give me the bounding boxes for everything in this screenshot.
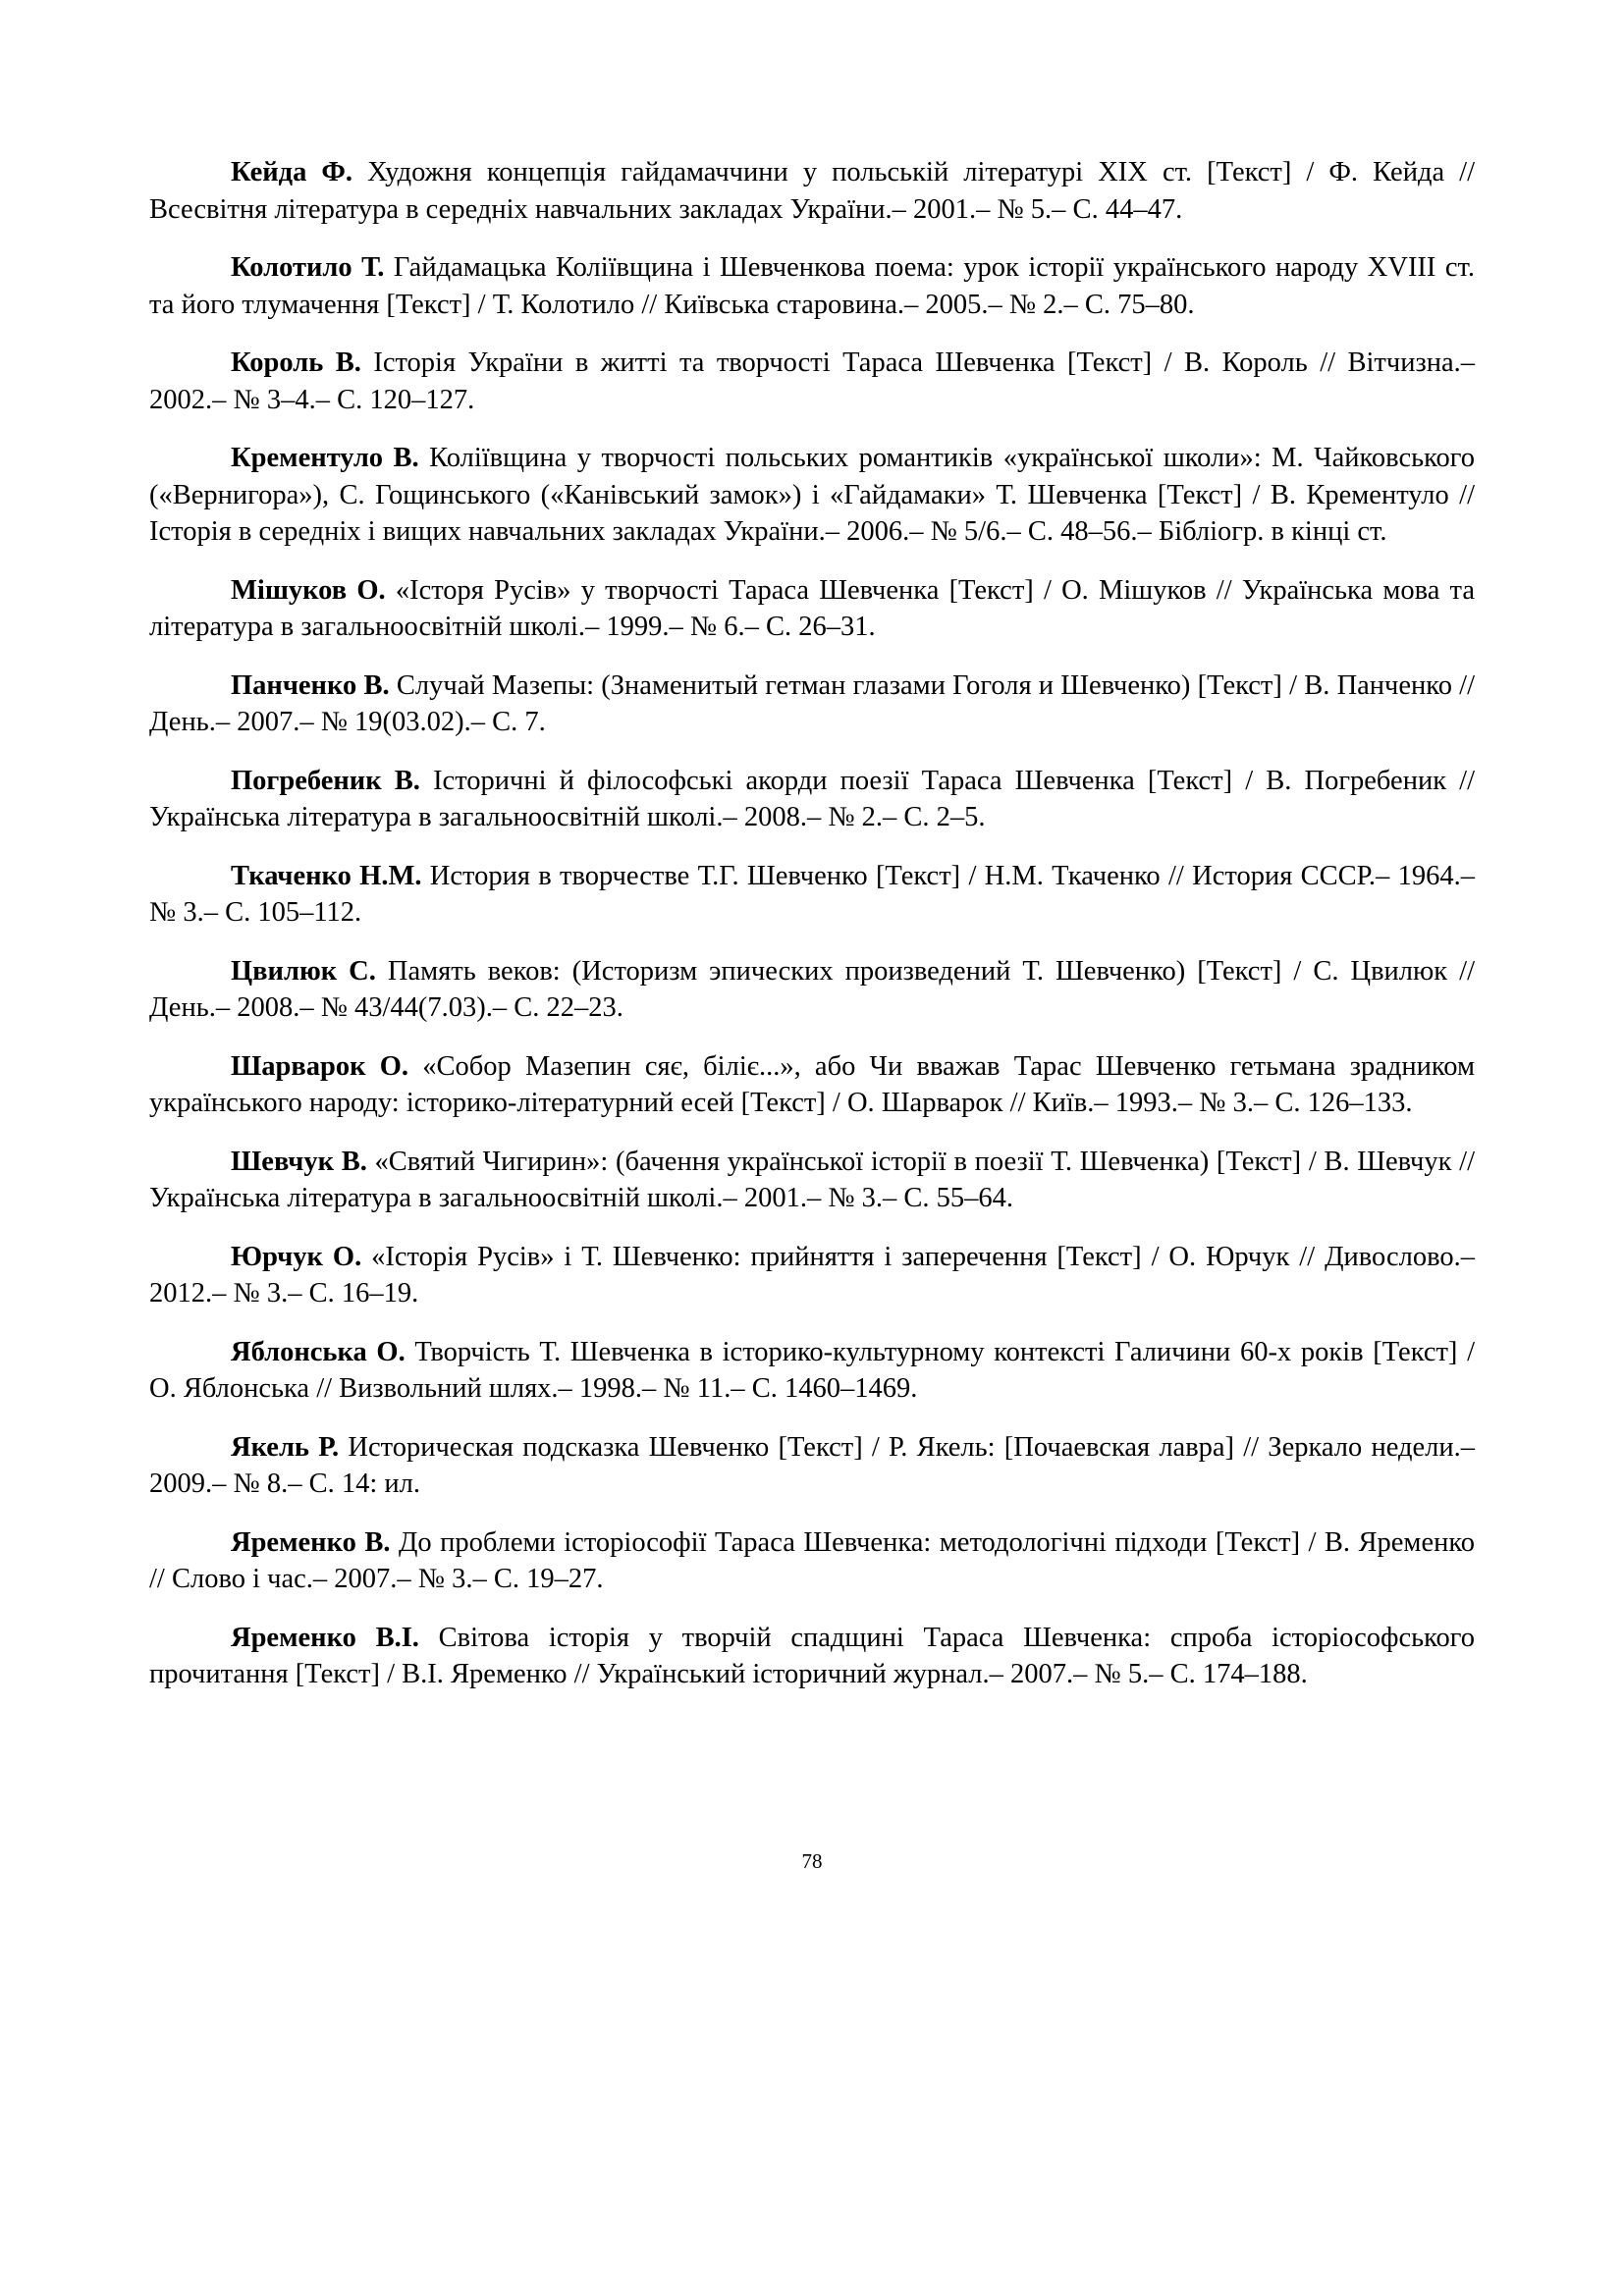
entry-text: «Святий Чигирин»: (бачення української історії в поезії Т. Шевченка) [Текст] / В. Шевчук // Українська література в загальноосвітній школі.– 2001.– № 3.– С. 55–64.	[149, 1146, 1475, 1213]
entry-author: Кейда Ф.	[231, 157, 353, 187]
bibliography-entry	[149, 440, 1475, 551]
entry-text: Історія України в житті та творчості Тараса Шевченка [Текст] / В. Король // Вітчизна.– 2002.– № 3–4.– С. 120–127.	[149, 347, 1475, 415]
entry-text: Світова історія у творчій спадщині Тараса Шевченка: спроба історіософського прочитання [Текст] / В.І. Яременко // Український історичний журнал.– 2007.– № 5.– С. 174–188.	[149, 1622, 1476, 1689]
entry-author: Колотило Т.	[231, 252, 385, 283]
entry-text: Гайдамацька Коліївщина і Шевченкова поема: урок історії українського народу XVIII ст. та його тлумачення [Текст] / Т. Колотило // Київська старовина.– 2005.– № 2.– С. 75–80.	[149, 252, 1475, 320]
entry-author: Шевчук В.	[231, 1146, 367, 1177]
page-number: 78	[801, 1849, 823, 1873]
entry-text: Творчість Т. Шевченка в історико-культурному контексті Галичини 60-х років [Текст] / О. Яблонська // Визвольний шлях.– 1998.– № 11.– С. 1460–1469.	[149, 1336, 1476, 1404]
entry-author: Якель Р.	[231, 1431, 340, 1463]
bibliography-entry	[149, 345, 1475, 418]
entry-text: Історичні й філософські акорди поезії Тараса Шевченка [Текст] / В. Погребеник // Українська література в загальноосвітній школі.– 2008.– № 2.– С. 2–5.	[149, 765, 1476, 832]
entry-author: Яременко В.	[231, 1526, 391, 1558]
entry-author: Погребеник В.	[231, 765, 420, 796]
entry-text: До проблеми історіософії Тараса Шевченка: методологічні підходи [Текст] / В. Яременко // Слово і час.– 2007.– № 3.– С. 19–27.	[149, 1526, 1476, 1594]
entry-author: Цвилюк С.	[231, 955, 376, 987]
bibliography-entry	[149, 1620, 1475, 1693]
bibliography-entry	[149, 1429, 1475, 1503]
bibliography-entry	[149, 1524, 1475, 1598]
entry-text: «Історія Русів» і Т. Шевченко: прийняття і заперечення [Текст] / О. Юрчук // Дивослово.– 2012.– № 3.– С. 16–19.	[149, 1241, 1475, 1308]
bibliography-list	[149, 154, 1475, 1715]
entry-author: Крементуло В.	[231, 443, 419, 473]
entry-text: Коліївщина у творчості польських романтиків «української школи»: М. Чайковського («Вернигора»), С. Гощинського («Канівський замок») і «Гайдамаки» Т. Шевченка [Текст] / В. Крементуло // Історія в середніх і вищих навчальних закладах України.– 2006.– № 5/6.– С. 48–56.– Бібліогр. в кінці ст.	[149, 443, 1475, 547]
entry-author: Яблонська О.	[231, 1336, 406, 1367]
entry-author: Ткаченко Н.М.	[231, 860, 422, 891]
entry-author: Панченко В.	[231, 669, 390, 701]
bibliography-entry	[149, 1334, 1475, 1408]
entry-author: Король В.	[231, 347, 361, 378]
bibliography-entry	[149, 249, 1475, 323]
bibliography-entry	[149, 154, 1475, 228]
bibliography-entry	[149, 667, 1475, 741]
bibliography-entry	[149, 1144, 1475, 1217]
bibliography-entry	[149, 1239, 1475, 1312]
entry-text: Случай Мазепы: (Знаменитый гетман глазами Гоголя и Шевченко) [Текст] / В. Панченко // День.– 2007.– № 19(03.02).– С. 7.	[149, 669, 1476, 737]
entry-text: «Собор Мазепин сяє, біліє...», або Чи вважав Тарас Шевченко гетьмана зрадником українського народу: історико-літературний есей [Текст] / О. Шарварок // Київ.– 1993.– № 3.– С. 126–133.	[149, 1050, 1475, 1118]
bibliography-entry	[149, 1048, 1475, 1122]
entry-text: Историческая подсказка Шевченко [Текст] / Р. Якель: [Почаевская лавра] // Зеркало недели.– 2009.– № 8.– С. 14: ил.	[149, 1431, 1475, 1499]
bibliography-entry	[149, 572, 1475, 646]
entry-text: «Історя Русів» у творчості Тараса Шевченка [Текст] / О. Мішуков // Українська мова та література в загальноосвітній школі.– 1999.– № 6.– С. 26–31.	[149, 574, 1476, 642]
bibliography-entry	[149, 763, 1475, 836]
entry-author: Юрчук О.	[231, 1241, 362, 1272]
entry-text: История в творчестве Т.Г. Шевченко [Текст] / Н.М. Ткаченко // История СССР.– 1964.– № 3.– С. 105–112.	[149, 860, 1475, 928]
entry-author: Шарварок О.	[231, 1050, 409, 1082]
entry-text: Память веков: (Историзм эпических произведений Т. Шевченко) [Текст] / С. Цвилюк // День.– 2008.– № 43/44(7.03).– С. 22–23.	[149, 955, 1475, 1023]
entry-author: Мішуков О.	[231, 574, 386, 606]
entry-text: Художня концепція гайдамаччини у польській літературі XIX ст. [Текст] / Ф. Кейда // Всесвітня література в середніх навчальних закладах України.– 2001.– № 5.– С. 44–47.	[149, 157, 1476, 225]
bibliography-entry	[149, 858, 1475, 932]
entry-author: Яременко В.І.	[231, 1622, 419, 1653]
bibliography-entry	[149, 953, 1475, 1027]
